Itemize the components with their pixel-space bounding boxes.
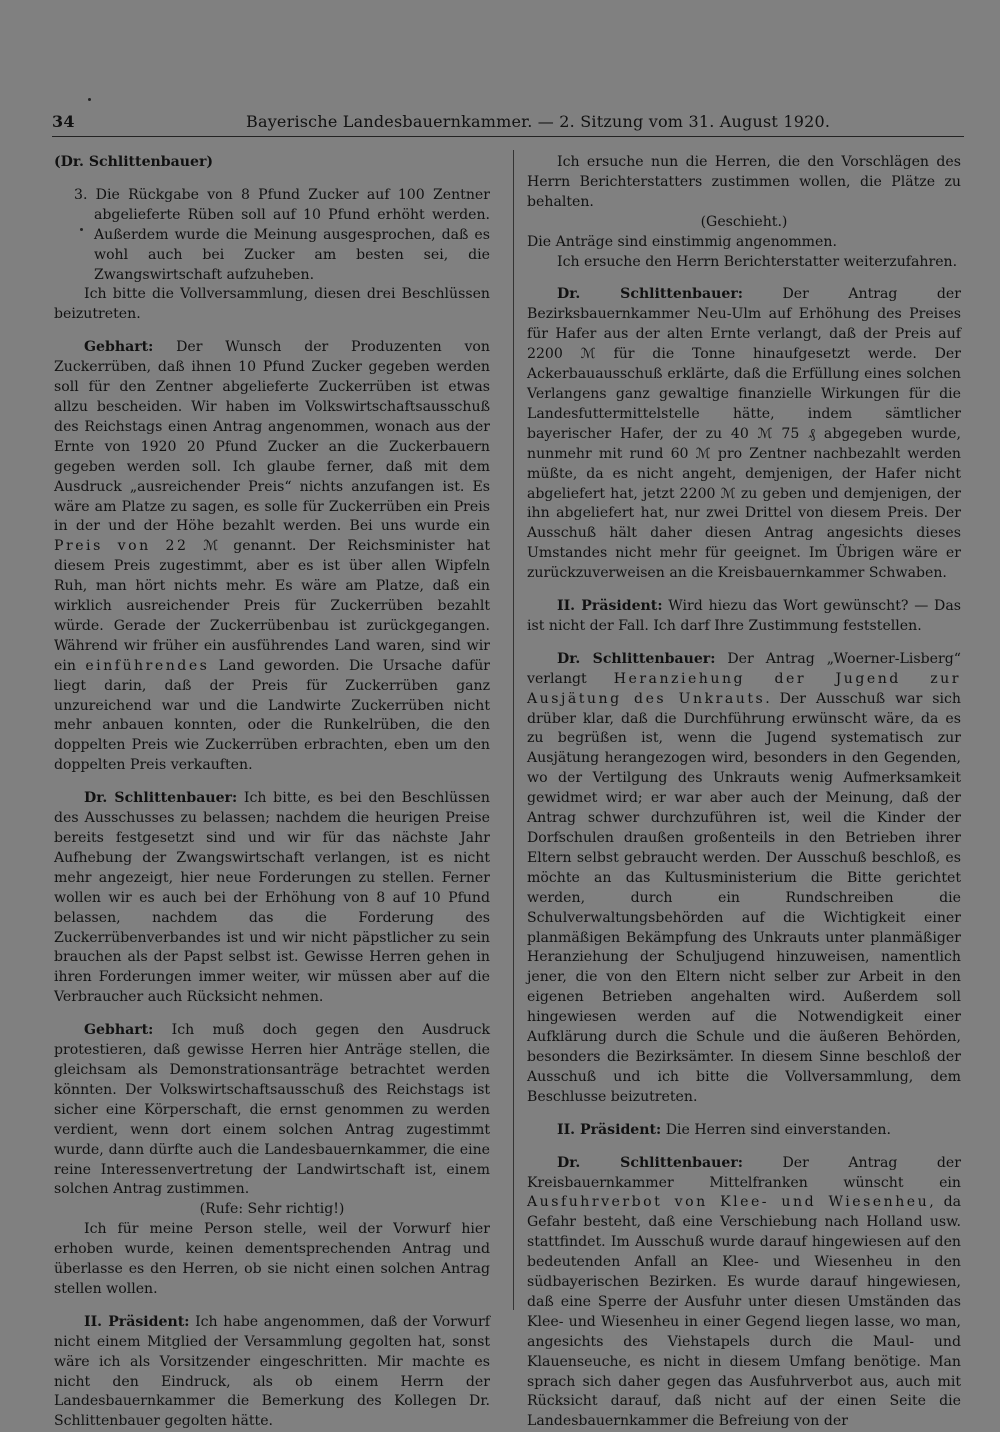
speech-president: II. Präsident: Die Herren sind einverstanden. <box>557 1121 891 1138</box>
paragraph: Ich für meine Person stelle, weil der Vorwurf hier erhoben wurde, keinen dementsprechenden Antrag und überlasse es den Herren, ob sie nicht einen solchen Antrag stellen wollen. <box>54 1221 490 1297</box>
interjection: (Geschieht.) <box>700 213 788 230</box>
running-title: Bayerische Landesbauernkammer. — 2. Sitzung vom 31. August 1920. <box>246 112 831 131</box>
speaker-name: Dr. Schlittenbauer: <box>84 790 238 807</box>
speech-schlittenbauer: Dr. Schlittenbauer: Der Antrag der Kreisbauernkammer Mittelfranken wünscht ein Ausfuhrverbot von Klee- und Wiesenheu, da Gefahr besteht, daß eine Verschiebung nach Holland usw. stattfindet. Im Ausschuß wurde darauf hingewiesen auf den bedeutenden Anfall an Klee- und Wiesenheu in den südbayerischen Bezirken. Es wurde darauf hingewiesen, daß eine Sperre der Ausfuhr unter diesen Umständen das Klee- und Wiesenheu in einer Gegend liegen lasse, wo man, angesichts des Viehstapels durch die Maul- und Klauenseuche, es nicht in diesem Umfang benötige. Man sprach sich daher gegen das Ausfuhrverbot aus, auch mit Rücksicht darauf, daß nicht auf der einen Seite die Landesbauernkammer die Befreiung von der <box>527 1154 962 1430</box>
paragraph: Ich ersuche den Herrn Berichterstatter weiterzufahren. <box>557 253 958 270</box>
column-divider <box>513 150 514 1310</box>
speech-gebhart: Gebhart: Ich muß doch gegen den Ausdruck protestieren, daß gewisse Herren hier Anträge stellen, die gleichsam als Demonstrationsanträge betrachtet werden könnten. Der Volkswirtschaftsausschuß des Reichstags ist sicher eine Körperschaft, die ernst genommen zu werden verdient, wenn dort einem solchen Antrag zugestimmt wurde, dann dürfte auch die Landesbauernkammer, die eine reine Interessenvertretung der Landwirtschaft ist, einem solchen Antrag zustimmen. <box>54 1022 490 1198</box>
paragraph: Ich bitte die Vollversammlung, diesen drei Beschlüssen beizutreten. <box>54 286 490 323</box>
speaker-name: Dr. Schlittenbauer: <box>557 650 716 667</box>
speaker-name: II. Präsident: <box>557 598 663 615</box>
page-header <box>52 110 964 138</box>
page-number: 34 <box>52 112 75 131</box>
paragraph: Ich ersuche nun die Herren, die den Vorschlägen des Herrn Berichterstatters zustimmen wollen, die Plätze zu behalten. <box>527 154 961 210</box>
speech-schlittenbauer: Dr. Schlittenbauer: Der Antrag „Woerner-Lisberg“ verlangt Heranziehung der Jugend zur Ausjätung des Unkrauts. Der Ausschuß war sich drüber klar, daß die Durchführung erwünscht wäre, da es zu begrüßen ist, wenn die Jugend systematisch zur Ausjätung herangezogen wird, besonders in den Gegenden, wo der Vertilgung des Unkrauts wenig Aufmerksamkeit gewidmet wird; er war aber auch der Meinung, daß der Antrag schwer durchzuführen ist, weil die Kinder der Dorfschulen draußen großenteils in den Betrieben ihrer Eltern selbst gebraucht werden. Der Ausschuß beschloß, es möchte an das Kultusministerium die Bitte gerichtet werden, durch ein Rundschreiben die Schulverwaltungsbehörden auf die Wichtigkeit einer planmäßigen Bekämpfung des Unkrauts unter planmäßiger Heranziehung der Schuljugend hinzuweisen, namentlich jener, die von den Eltern nicht selber zur Arbeit in den eigenen Betrieben angehalten wird. Außerdem soll hingewiesen werden auf die Notwendigkeit einer Aufklärung durch die Schule und die äußeren Behörden, besonders die Bezirksämter. In diesem Sinne beschloß der Ausschuß und ich bitte die Vollversammlung, dem Beschlusse beizutreten. <box>527 650 961 1105</box>
header-rule <box>52 136 964 137</box>
print-speck <box>88 98 91 101</box>
speaker-name: II. Präsident: <box>84 1313 190 1330</box>
left-column <box>54 153 490 1432</box>
speaker-name: Dr. Schlittenbauer: <box>557 1154 743 1171</box>
speaker-name: Dr. Schlittenbauer: <box>557 286 743 303</box>
right-column <box>527 153 961 1432</box>
speaker-name: Gebhart: <box>84 339 154 356</box>
speech-schlittenbauer: Dr. Schlittenbauer: Ich bitte, es bei den Beschlüssen des Ausschusses zu belassen; nachdem die heurigen Preise bereits festgesetzt sind und wir für das nächste Jahr Aufhebung der Zwangswirtschaft verlangen, ist es nicht mehr angezeigt, hier neue Forderungen zu stellen. Ferner wollen wir es auch bei der Erhöhung von 8 auf 10 Pfund belassen, nachdem das die Forderung des Zuckerrübenverbandes ist und wir nicht päpstlicher zu sein brauchen als der Papst selbst ist. Gewisse Herren gehen in ihren Forderungen immer weiter, wir müssen aber auf die Verbraucher auch Rücksicht nehmen. <box>54 790 490 1006</box>
speaker-name: Gebhart: <box>84 1022 154 1039</box>
interjection: (Rufe: Sehr richtig!) <box>199 1201 345 1218</box>
speech-president: II. Präsident: Wird hiezu das Wort gewünscht? — Das ist nicht der Fall. Ich darf Ihre Zustimmung feststellen. <box>527 598 961 634</box>
continued-speaker: (Dr. Schlittenbauer) <box>54 154 214 170</box>
speech-president: II. Präsident: Ich habe angenommen, daß der Vorwurf nicht einem Mitglied der Versammlung gegolten hat, sonst wäre ich als Vorsitzender eingeschritten. Mir machte es nicht den Eindruck, als ob einem Herrn der Landesbauernkammer die Bemerkung des Kollegen Dr. Schlittenbauer gegolten hätte. <box>54 1313 490 1430</box>
speech-gebhart: Gebhart: Der Wunsch der Produzenten von Zuckerrüben, daß ihnen 10 Pfund Zucker gegeben werden soll für den Zentner abgelieferte Zuckerrüben ist etwas allzu bescheiden. Wir haben im Volkswirtschaftsausschuß des Reichstags einen Antrag angenommen, wonach aus der Ernte von 1920 20 Pfund Zucker an die Zuckerbauern gegeben werden soll. Ich glaube ferner, daß mit dem Ausdruck „ausreichender Preis“ nichts anzufangen ist. Es wäre am Platze zu sagen, es solle für Zuckerrüben ein Preis in der und der Höhe bezahlt werden. Bei uns wurde ein Preis von 22 ℳ genannt. Der Reichsminister hat diesem Preis zugestimmt, aber es ist über allen Wipfeln Ruh, man hört nichts mehr. Es wäre am Platze, daß ein wirklich ausreichender Preis für Zuckerrüben bezahlt würde. Gerade der Zuckerrübenbau ist zurückgegangen. Während wir früher ein ausführendes Land waren, sind wir ein einführendes Land geworden. Die Ursache dafür liegt darin, daß der Preis für Zuckerrüben ganz unzureichend war und die Landwirte Zuckerrüben nicht mehr anbauen konnten, oder die Runkelrüben, die den doppelten Preis wie Zuckerrüben erbrachten, eben um den doppelten Preis verkauften. <box>54 339 491 774</box>
resolution-item: 3. Die Rückgabe von 8 Pfund Zucker auf 100 Zentner abgelieferte Rüben soll auf 10 Pfund erhöht werden. Außerdem wurde die Meinung ausgesprochen, daß es wohl auch bei Zucker am besten sei, die Zwangswirtschaft aufzuheben. <box>74 186 490 283</box>
paragraph: Die Anträge sind einstimmig angenommen. <box>527 233 837 250</box>
speech-schlittenbauer: Dr. Schlittenbauer: Der Antrag der Bezirksbauernkammer Neu-Ulm auf Erhöhung des Preises für Hafer aus der alten Ernte verlangt, daß der Preis auf 2200 ℳ für die Tonne hinaufgesetzt werde. Der Ackerbauausschuß erklärte, daß die Erfüllung eines solchen Verlangens ganz gewaltige finanzielle Wirkungen für die Landesfuttermittelstelle hätte, indem sämtlicher bayerischer Hafer, der zu 40 ℳ 75 ₰ abgegeben wurde, nunmehr mit rund 60 ℳ pro Zentner nachbezahlt werden müßte, da es nicht angeht, demjenigen, der Hafer nicht abgeliefert hat, jetzt 2200 ℳ zu geben und demjenigen, der ihn abgeliefert hat, nur zwei Drittel von diesem Preis. Der Ausschuß hält daher diesen Antrag angesichts dieses Umstandes nicht mehr für geeignet. Im Übrigen wäre er zurückzuverweisen an die Kreisbauernkammer Schwaben. <box>527 286 962 582</box>
speaker-name: II. Präsident: <box>557 1121 662 1138</box>
